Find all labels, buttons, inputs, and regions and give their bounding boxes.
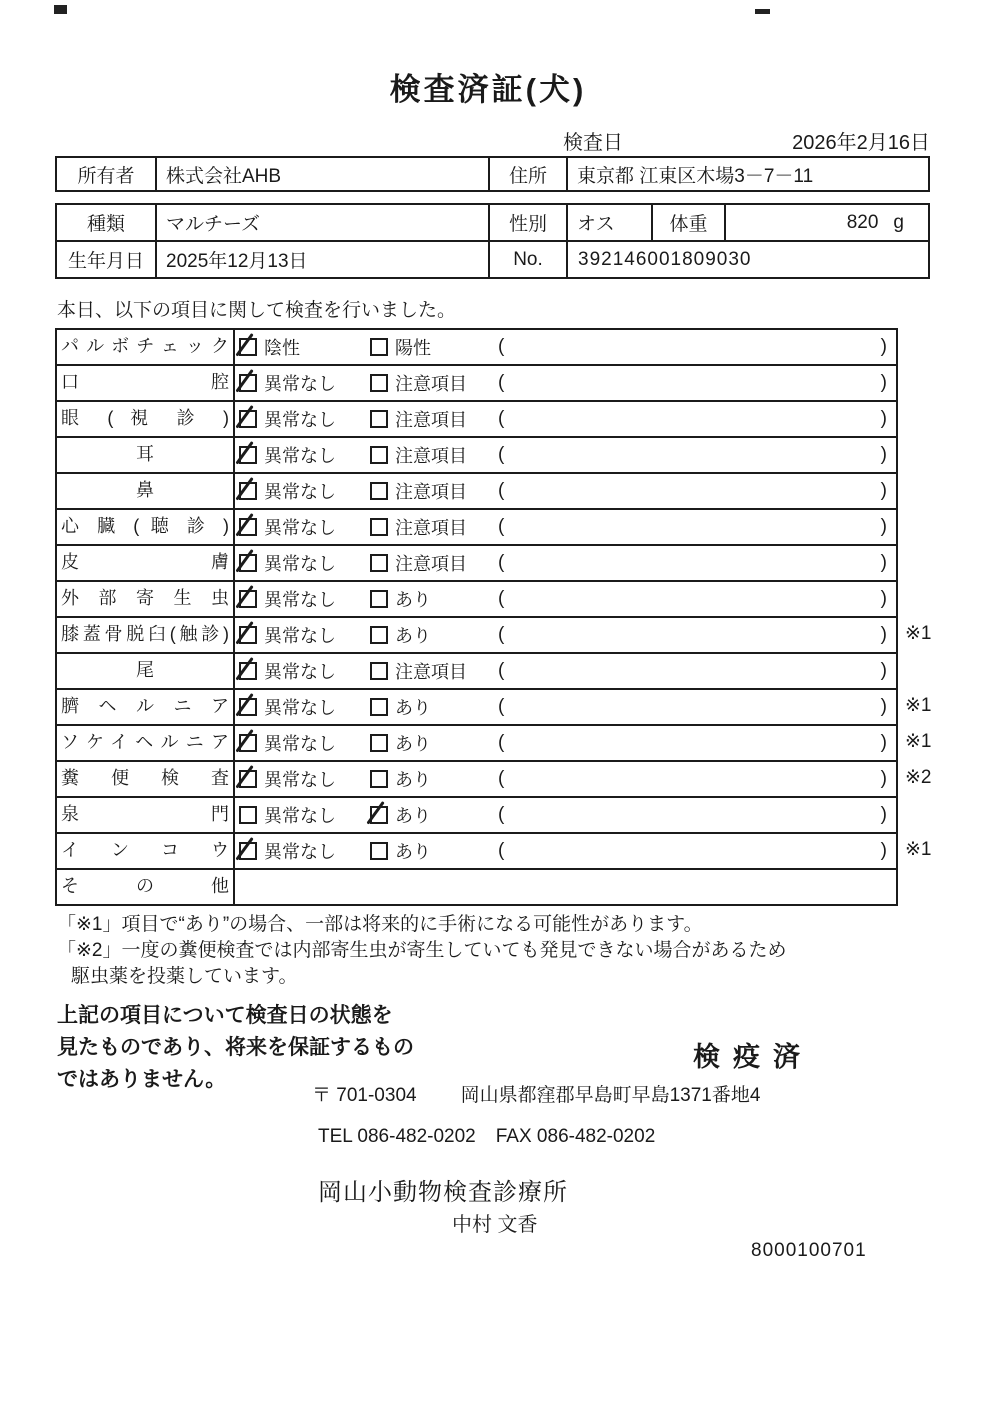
- option-1: [239, 766, 370, 792]
- checkbox-icon: [239, 410, 257, 428]
- birth-label: 生年月日: [57, 242, 157, 277]
- checkbox-icon: [370, 518, 388, 536]
- option-1-label: 異常なし: [264, 662, 336, 682]
- paren-open: (: [498, 372, 505, 393]
- option-1: [239, 334, 370, 360]
- pet-table: [55, 203, 930, 279]
- checklist-item-label: 泉 門: [57, 798, 235, 832]
- checklist-row: [57, 330, 896, 366]
- paren-close: ): [880, 660, 887, 681]
- clinic-tel: TEL 086-482-0202: [318, 1126, 476, 1147]
- checkbox-icon: [239, 626, 257, 644]
- option-2-label: あり: [395, 626, 431, 646]
- checklist-item-label: 臍 ヘ ル ニ ア: [57, 690, 235, 724]
- checklist-item-label: 膝蓋骨脱臼(触診): [57, 618, 235, 652]
- option-2: [370, 478, 498, 504]
- paren-close: ): [880, 804, 887, 825]
- checklist-item-label: 尾: [57, 654, 235, 688]
- quarantine-stamp: 検疫済: [693, 1042, 813, 1072]
- paren-close: ): [880, 552, 887, 573]
- option-1: [239, 622, 370, 648]
- row-content: [235, 870, 896, 904]
- checklist-row: [57, 726, 932, 762]
- paren-close: ): [880, 732, 887, 753]
- weight-value: 820: [846, 211, 879, 233]
- option-1: [239, 550, 370, 576]
- checklist-item-label: 糞 便 検 査: [57, 762, 235, 796]
- checklist-item-label: 心 臓 ( 聴 診 ): [57, 510, 235, 544]
- option-2: [370, 658, 498, 684]
- checklist-row: [57, 654, 896, 690]
- option-2-label: あり: [395, 698, 431, 718]
- option-1: [239, 370, 370, 396]
- checklist-item-label: 眼 ( 視 診 ): [57, 402, 235, 436]
- paren-close: ): [880, 408, 887, 429]
- option-2-label: あり: [395, 806, 431, 826]
- paren-close: ): [880, 768, 887, 789]
- checklist-row: [57, 762, 932, 798]
- row-content: [235, 654, 896, 688]
- pet-row-breed: [57, 205, 928, 242]
- option-2-label: あり: [395, 590, 431, 610]
- checklist-item-label: イ ン コ ウ: [57, 834, 235, 868]
- checklist-row: [57, 366, 896, 402]
- option-1: [239, 694, 370, 720]
- option-1: [239, 658, 370, 684]
- row-content: [235, 834, 932, 868]
- inspection-date-label: 検査日: [563, 132, 623, 154]
- option-1-label: 異常なし: [264, 410, 336, 430]
- disclaimer-line-1: 上記の項目について検査日の状態を: [57, 1004, 393, 1027]
- checklist-row: [57, 402, 896, 438]
- row-note: ※1: [905, 695, 932, 716]
- row-content: [235, 474, 896, 508]
- checklist-row: [57, 510, 896, 546]
- pet-row-birth: [57, 242, 928, 277]
- footnote-2: 「※2」一度の糞便検査では内部寄生虫が寄生していても発見できない場合があるため: [57, 940, 787, 961]
- paren-open: (: [498, 660, 505, 681]
- address-value: 東京都 江東区木場3－7－11: [577, 165, 814, 187]
- option-2-label: 注意項目: [395, 374, 467, 394]
- checkbox-icon: [239, 338, 257, 356]
- option-2-label: 注意項目: [395, 482, 467, 502]
- row-content: [235, 726, 932, 760]
- checklist-table: [55, 328, 932, 906]
- paren-close: ): [880, 696, 887, 717]
- option-2-label: 陽性: [395, 338, 431, 358]
- option-2: [370, 586, 498, 612]
- checkbox-icon: [239, 770, 257, 788]
- weight-unit: g: [893, 211, 904, 233]
- paren-open: (: [498, 444, 505, 465]
- option-2-label: 注意項目: [395, 446, 467, 466]
- option-1: [239, 730, 370, 756]
- checkbox-icon: [370, 734, 388, 752]
- option-1-label: 異常なし: [264, 806, 336, 826]
- row-content: [235, 798, 896, 832]
- checkbox-icon: [370, 806, 388, 824]
- checkbox-icon: [370, 662, 388, 680]
- checklist-item-label: パルボチェック: [57, 330, 235, 364]
- checkbox-icon: [239, 842, 257, 860]
- paren-close: ): [880, 624, 887, 645]
- option-2-label: 注意項目: [395, 518, 467, 538]
- page-title: 検査済証(犬): [389, 72, 587, 107]
- option-2: [370, 802, 498, 828]
- option-2: [370, 694, 498, 720]
- postal-code: 〒 701-0304: [312, 1085, 417, 1106]
- no-label: No.: [490, 242, 568, 277]
- option-1: [239, 586, 370, 612]
- checklist-item-label: 耳: [57, 438, 235, 472]
- checkbox-icon: [370, 626, 388, 644]
- option-2-label: 注意項目: [395, 662, 467, 682]
- row-content: [235, 402, 896, 436]
- checkbox-icon: [239, 734, 257, 752]
- row-content: [235, 582, 896, 616]
- row-content: [235, 510, 896, 544]
- owner-label: 所有者: [57, 158, 157, 190]
- veterinarian-name: 中村 文香: [452, 1214, 538, 1236]
- option-1-label: 異常なし: [264, 626, 336, 646]
- option-1: [239, 514, 370, 540]
- paren-open: (: [498, 336, 505, 357]
- paren-open: (: [498, 552, 505, 573]
- owner-value: 株式会社AHB: [157, 158, 490, 190]
- option-2: [370, 730, 498, 756]
- checklist-row: [57, 834, 932, 870]
- checklist-row: [57, 438, 896, 474]
- option-1-label: 異常なし: [264, 554, 336, 574]
- checklist-row: [57, 690, 932, 726]
- option-2-label: あり: [395, 734, 431, 754]
- checkbox-icon: [239, 482, 257, 500]
- paren-open: (: [498, 480, 505, 501]
- paren-open: (: [498, 804, 505, 825]
- footnote-1: 「※1」項目で“あり”の場合、一部は将来的に手術になる可能性があります。: [57, 914, 703, 935]
- paren-open: (: [498, 624, 505, 645]
- row-content: [235, 762, 932, 796]
- option-2-label: 注意項目: [395, 554, 467, 574]
- document-code: 8000100701: [751, 1240, 867, 1261]
- row-note: ※2: [905, 767, 932, 788]
- row-content: [235, 690, 932, 724]
- checkbox-icon: [370, 842, 388, 860]
- checklist-row: [57, 798, 896, 834]
- option-2: [370, 334, 498, 360]
- option-2-label: あり: [395, 842, 431, 862]
- sex-value: オス: [568, 205, 653, 240]
- breed-value: マルチーズ: [157, 205, 490, 240]
- clinic-contact-line: [318, 1126, 655, 1148]
- option-2: [370, 622, 498, 648]
- inspection-date-value: 2026年2月16日: [792, 132, 930, 154]
- paren-close: ): [880, 444, 887, 465]
- checklist-item-label: ソケイヘルニア: [57, 726, 235, 760]
- disclaimer-line-3: ではありません。: [57, 1068, 227, 1091]
- option-1: [239, 442, 370, 468]
- paren-open: (: [498, 840, 505, 861]
- paren-close: ): [880, 588, 887, 609]
- checkbox-icon: [370, 554, 388, 572]
- option-2: [370, 370, 498, 396]
- option-2: [370, 514, 498, 540]
- option-1-label: 異常なし: [264, 374, 336, 394]
- checklist-item-label: 口 腔: [57, 366, 235, 400]
- paren-open: (: [498, 408, 505, 429]
- paren-open: (: [498, 516, 505, 537]
- paren-close: ): [880, 336, 887, 357]
- checklist-row: [57, 618, 932, 654]
- checklist-row: [57, 474, 896, 510]
- clinic-address-line: [312, 1080, 760, 1107]
- row-note: ※1: [905, 839, 932, 860]
- checklist-row: [57, 546, 896, 582]
- checkbox-icon: [370, 410, 388, 428]
- checklist-row: [57, 582, 896, 618]
- paren-close: ): [880, 516, 887, 537]
- row-content: [235, 618, 932, 652]
- option-1-label: 異常なし: [264, 482, 336, 502]
- checkbox-icon: [370, 770, 388, 788]
- row-content: [235, 330, 896, 364]
- option-1: [239, 406, 370, 432]
- paren-open: (: [498, 588, 505, 609]
- row-note: ※1: [905, 623, 932, 644]
- checkbox-icon: [370, 446, 388, 464]
- checklist-row: [57, 870, 896, 904]
- paren-open: (: [498, 696, 505, 717]
- option-2-label: あり: [395, 770, 431, 790]
- paren-close: ): [880, 372, 887, 393]
- checklist-item-label: そ の 他: [57, 870, 235, 904]
- paren-close: ): [880, 840, 887, 861]
- weight-label: 体重: [653, 205, 726, 240]
- checkbox-icon: [370, 698, 388, 716]
- registration-mark: [755, 9, 770, 14]
- row-content: [235, 546, 896, 580]
- option-2: [370, 838, 498, 864]
- option-1: [239, 802, 370, 828]
- checklist-item-label: 鼻: [57, 474, 235, 508]
- weight-cell: [726, 205, 928, 240]
- option-1-label: 異常なし: [264, 842, 336, 862]
- birth-value: 2025年12月13日: [157, 242, 490, 277]
- paren-close: ): [880, 480, 887, 501]
- checkbox-icon: [239, 554, 257, 572]
- intro-text: 本日、以下の項目に関して検査を行いました。: [57, 300, 457, 321]
- option-2: [370, 406, 498, 432]
- checklist-item-label: 外 部 寄 生 虫: [57, 582, 235, 616]
- clinic-name: 岡山小動物検査診療所: [318, 1179, 568, 1206]
- checkbox-icon: [370, 338, 388, 356]
- option-2: [370, 442, 498, 468]
- option-1-label: 異常なし: [264, 770, 336, 790]
- option-1-label: 異常なし: [264, 590, 336, 610]
- clinic-fax: FAX 086-482-0202: [495, 1126, 656, 1147]
- checkbox-icon: [239, 446, 257, 464]
- checkbox-icon: [239, 698, 257, 716]
- paren-open: (: [498, 768, 505, 789]
- option-2: [370, 766, 498, 792]
- breed-label: 種類: [57, 205, 157, 240]
- checkbox-icon: [370, 374, 388, 392]
- clinic-address: 岡山県都窪郡早島町早島1371番地4: [460, 1085, 761, 1106]
- option-1-label: 異常なし: [264, 446, 336, 466]
- checkbox-icon: [239, 806, 257, 824]
- checklist-item-label: 皮 膚: [57, 546, 235, 580]
- row-content: [235, 366, 896, 400]
- option-1-label: 異常なし: [264, 698, 336, 718]
- no-value: 392146001809030: [578, 248, 752, 270]
- checkbox-icon: [370, 590, 388, 608]
- row-note: ※1: [905, 731, 932, 752]
- checkbox-icon: [370, 482, 388, 500]
- row-content: [235, 438, 896, 472]
- option-2-label: 注意項目: [395, 410, 467, 430]
- option-1-label: 異常なし: [264, 734, 336, 754]
- footnote-2-continued: 駆虫薬を投薬しています。: [71, 966, 298, 987]
- option-1-label: 陰性: [264, 338, 300, 358]
- option-1-label: 異常なし: [264, 518, 336, 538]
- sex-label: 性別: [490, 205, 568, 240]
- disclaimer-line-2: 見たものであり、将来を保証するもの: [57, 1036, 414, 1059]
- checkbox-icon: [239, 374, 257, 392]
- option-1: [239, 478, 370, 504]
- footnotes: [57, 912, 787, 990]
- checkbox-icon: [239, 590, 257, 608]
- address-label: 住所: [490, 158, 568, 190]
- registration-mark: [54, 5, 67, 14]
- checkbox-icon: [239, 518, 257, 536]
- option-1: [239, 838, 370, 864]
- owner-table: [55, 156, 930, 192]
- paren-open: (: [498, 732, 505, 753]
- option-2: [370, 550, 498, 576]
- checkbox-icon: [239, 662, 257, 680]
